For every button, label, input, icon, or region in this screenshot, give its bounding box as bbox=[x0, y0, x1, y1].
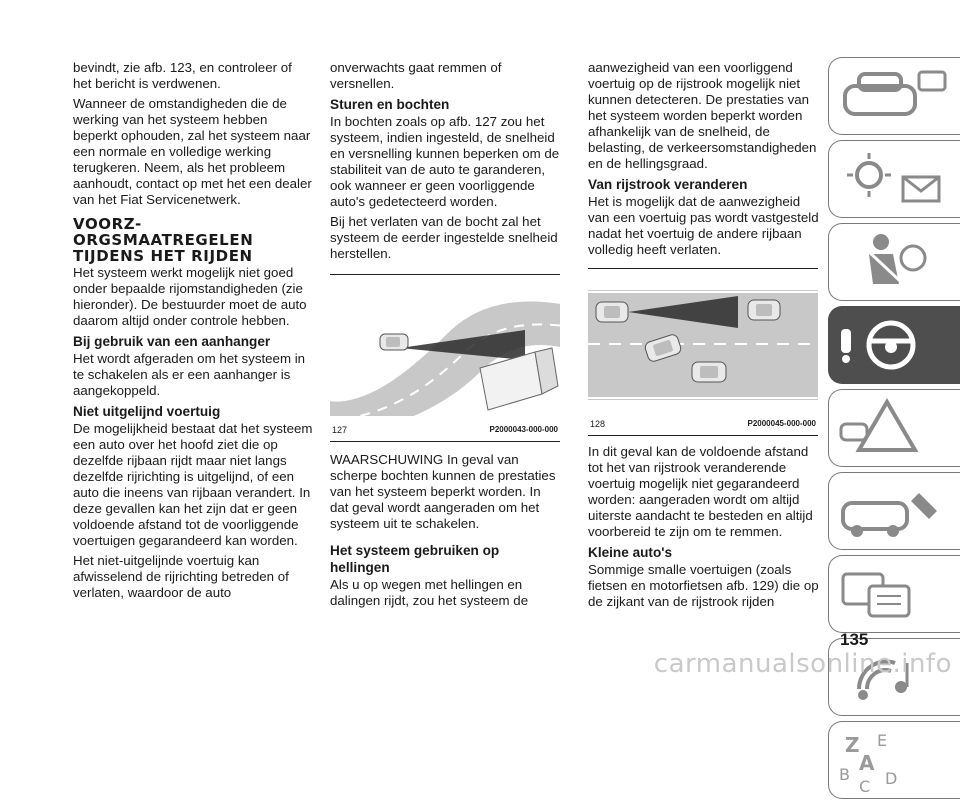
svg-text:E: E bbox=[877, 731, 888, 750]
tab-emergency[interactable] bbox=[828, 389, 960, 467]
column-right bbox=[588, 60, 820, 614]
maintenance-icon bbox=[829, 473, 959, 549]
index-icon bbox=[829, 722, 959, 798]
tab-steering-wheel[interactable] bbox=[828, 306, 960, 384]
figure-number: 128 bbox=[590, 419, 606, 429]
svg-text:C: C bbox=[859, 777, 871, 796]
curve-road-illustration bbox=[330, 290, 560, 416]
car-icon bbox=[748, 300, 780, 320]
paragraph: Wanneer de omstandigheden die de werking van het systeem hebben beperkt ophouden, zal het systeem naar een normale en volledige werking terugkeren. Neem, als het probleem aanhoudt, contact op met het een dealer van het Fiat Servicenetwerk. bbox=[73, 96, 312, 207]
tab-index[interactable] bbox=[828, 721, 960, 799]
svg-text:A: A bbox=[859, 751, 875, 775]
figure-code: P2000045-000-000 bbox=[747, 419, 816, 428]
steering-wheel-key-icon bbox=[829, 307, 959, 383]
section-heading-line: ORGSMAATREGELEN bbox=[73, 231, 254, 249]
page-number: 135 bbox=[840, 630, 869, 649]
column-left bbox=[73, 60, 313, 605]
section-heading-line: TIJDENS HET RIJDEN bbox=[73, 247, 253, 265]
tab-car-dashboard[interactable] bbox=[828, 57, 960, 135]
figure-127 bbox=[330, 274, 560, 442]
paragraph: In bochten zoals op afb. 127 zou het systeem, indien ingesteld, de snelheid en versnelling kunnen beperken om de stabiliteit van de auto te garanderen, ook wanneer er geen voorliggende auto's gedetecteerd worden. bbox=[330, 114, 560, 209]
paragraph: onverwachts gaat remmen of versnellen. bbox=[330, 60, 502, 91]
tab-technical-data[interactable] bbox=[828, 555, 960, 633]
subheading: Niet uitgelijnd voertuig bbox=[73, 404, 221, 419]
warning-text: WAARSCHUWING In geval van scherpe bochten kunnen de prestaties van het systeem beperkt worden. In dat geval wordt aangeraden om het systeem uit te schakelen. bbox=[330, 452, 556, 531]
subheading: Het systeem gebruiken op hellingen bbox=[330, 543, 500, 575]
figure-rule bbox=[330, 441, 560, 442]
tab-seatbelt-airbag[interactable] bbox=[828, 223, 960, 301]
tab-warning-lights[interactable] bbox=[828, 140, 960, 218]
car-icon bbox=[596, 302, 628, 322]
warning-lights-icon bbox=[829, 141, 959, 217]
subheading: Sturen en bochten bbox=[330, 97, 450, 112]
car-icon bbox=[380, 334, 408, 350]
figure-128 bbox=[588, 268, 818, 436]
paragraph: Als u op wegen met hellingen en dalingen rijdt, zou het systeem de bbox=[330, 577, 529, 608]
paragraph: Bij het verlaten van de bocht zal het systeem de eerder ingestelde snelheid herstellen. bbox=[330, 214, 558, 261]
section-heading bbox=[73, 216, 313, 264]
figure-rule bbox=[330, 274, 560, 275]
svg-text:Z: Z bbox=[845, 733, 860, 757]
paragraph: Het niet-uitgelijnde voertuig kan afwisselend de rijrichting betreden of verlaten, waardoor de auto bbox=[73, 553, 289, 600]
tab-maintenance[interactable] bbox=[828, 472, 960, 550]
emergency-triangle-icon bbox=[829, 390, 959, 466]
svg-text:D: D bbox=[885, 769, 898, 788]
section-heading-line: VOORZ- bbox=[73, 215, 142, 233]
paragraph: bevindt, zie afb. 123, en controleer of het bericht is verdwenen. bbox=[73, 60, 292, 91]
subheading: Kleine auto's bbox=[588, 545, 673, 560]
paragraph: In dit geval kan de voldoende afstand tot het van rijstrook veranderende voertuig mogelijk niet gegarandeerd worden: aangeraden wordt om altijd uiterste aandacht te besteden en altijd voorbereid te zijn om te remmen. bbox=[588, 444, 813, 539]
column-middle bbox=[330, 60, 562, 613]
figure-number: 127 bbox=[332, 425, 348, 435]
chapter-tabs bbox=[828, 57, 960, 804]
seatbelt-airbag-icon bbox=[829, 224, 959, 300]
figure-code: P2000043-000-000 bbox=[489, 425, 558, 434]
lane-change-illustration bbox=[588, 284, 818, 410]
figure-rule bbox=[588, 268, 818, 269]
paragraph: De mogelijkheid bestaat dat het systeem een auto over het hoofd ziet die op dezelfde rijbaan rijdt maar niet langs dezelfde rijrichting is uitgelijnd, of een auto die ineens van rijbaan verandert. In deze gevallen kan het zijn dat er geen voldoende afstand tot de voorliggende voertuigen gegarandeerd kan worden. bbox=[73, 421, 313, 548]
technical-data-icon bbox=[829, 556, 959, 632]
paragraph: Het is mogelijk dat de aanwezigheid van een voertuig pas wordt vastgesteld nadat het voertuig de andere rijbaan volledig heeft verlaten. bbox=[588, 194, 819, 257]
paragraph: Het wordt afgeraden om het systeem in te schakelen als er een aanhanger is aangekoppeld. bbox=[73, 351, 306, 398]
paragraph: aanwezigheid van een voorliggend voertuig op de rijstrook mogelijk niet kunnen detecteren. De prestaties van het systeem worden beperkt worden afhankelijk van de snelheid, de belasting, de verkeersomstandigheden en de hellingsgraad. bbox=[588, 60, 817, 171]
subheading: Van rijstrook veranderen bbox=[588, 177, 748, 192]
svg-text:B: B bbox=[839, 765, 850, 784]
figure-rule bbox=[588, 435, 818, 436]
paragraph: Sommige smalle voertuigen (zoals fietsen en motorfietsen afb. 129) die op de zijkant van de rijstrook rijden bbox=[588, 562, 819, 609]
watermark[interactable]: carmanualsonline.info bbox=[653, 649, 952, 679]
car-icon bbox=[692, 362, 726, 382]
subheading: Bij gebruik van een aanhanger bbox=[73, 334, 271, 349]
paragraph: Het systeem werkt mogelijk niet goed onder bepaalde rijomstandigheden (zie hieronder). De bestuurder moet de auto daarom altijd onder controle hebben. bbox=[73, 265, 307, 328]
car-dashboard-icon bbox=[829, 58, 959, 134]
